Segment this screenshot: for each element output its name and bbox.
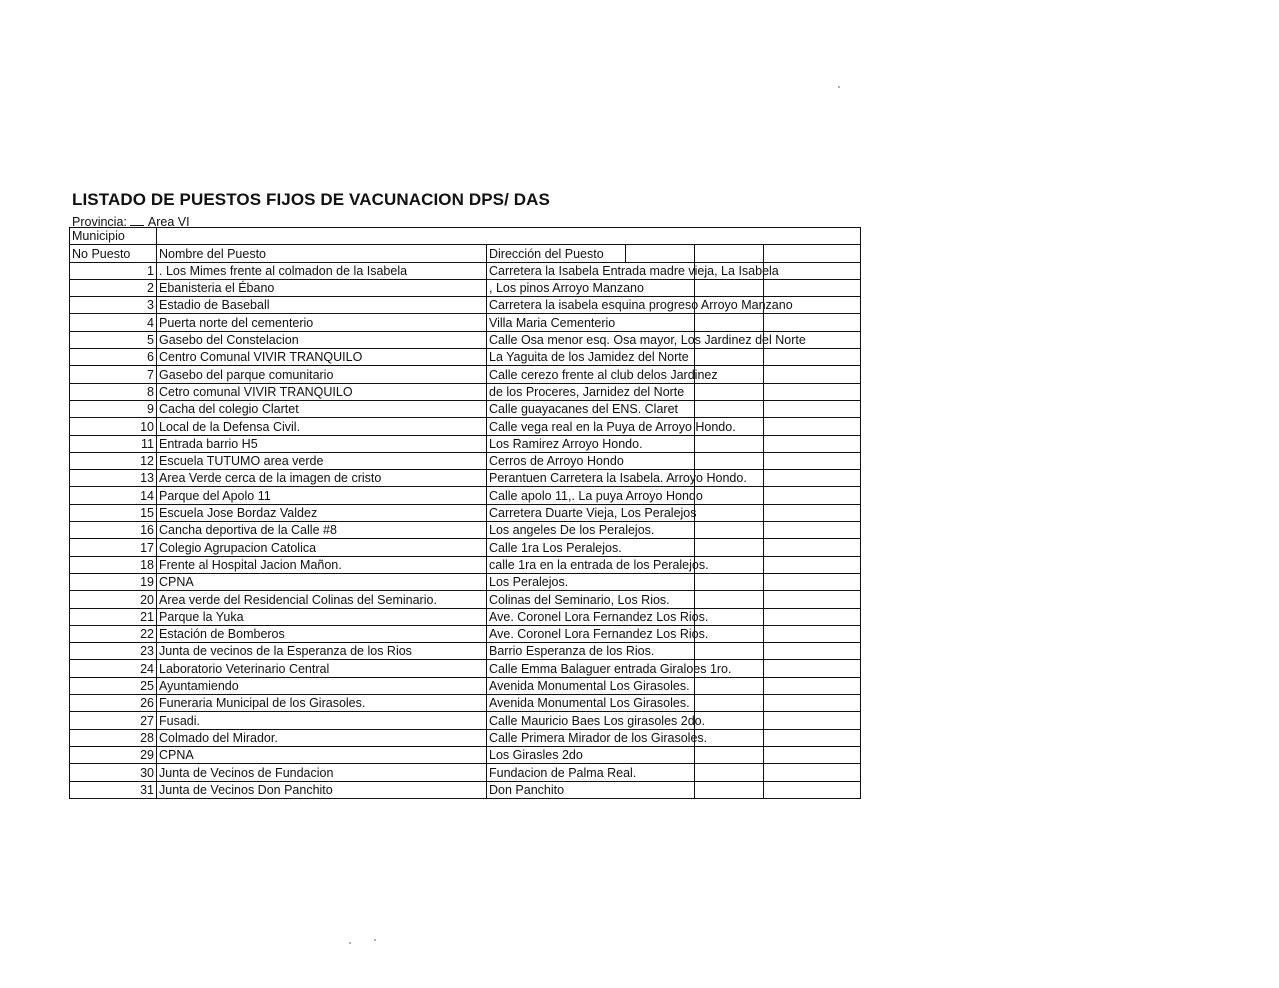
row-extra-cell [764, 643, 861, 660]
row-extra-cell [764, 349, 861, 366]
row-number: 3 [70, 297, 157, 314]
document-title: LISTADO DE PUESTOS FIJOS DE VACUNACION DPS/ DAS [72, 190, 550, 209]
row-number: 5 [70, 331, 157, 348]
row-site-name: Estación de Bomberos [157, 625, 487, 642]
row-site-name: CPNA [157, 746, 487, 763]
row-extra-cell [764, 279, 861, 296]
row-site-address: , Los pinos Arroyo Manzano [487, 279, 626, 296]
row-site-name: Parque del Apolo 11 [157, 487, 487, 504]
table-row [70, 608, 861, 625]
vaccination-sites-table [69, 227, 861, 799]
row-site-name: Laboratorio Veterinario Central [157, 660, 487, 677]
row-site-name: Ebanisteria el Ébano [157, 279, 487, 296]
row-site-address: Barrio Esperanza de los Rios. [487, 643, 626, 660]
row-site-address: Fundacion de Palma Real. [487, 764, 626, 781]
row-number: 28 [70, 729, 157, 746]
row-extra-cell [764, 435, 861, 452]
row-site-address: Los Girasles 2do [487, 746, 626, 763]
row-site-name: Junta de vecinos de la Esperanza de los Rios [157, 643, 487, 660]
table-row [70, 712, 861, 729]
row-number: 29 [70, 746, 157, 763]
row-extra-cell [764, 487, 861, 504]
table-row [70, 279, 861, 296]
row-number: 21 [70, 608, 157, 625]
row-extra-cell [764, 660, 861, 677]
row-extra-cell [764, 608, 861, 625]
row-extra-cell [764, 695, 861, 712]
header-row [70, 245, 861, 262]
row-number: 4 [70, 314, 157, 331]
row-site-name: Escuela TUTUMO area verde [157, 452, 487, 469]
row-site-name: Colegio Agrupacion Catolica [157, 539, 487, 556]
row-number: 24 [70, 660, 157, 677]
row-site-address: Carretera la isabela esquina progreso Arroyo Manzano [487, 297, 626, 314]
table-row [70, 262, 861, 279]
row-extra-cell [764, 539, 861, 556]
row-number: 7 [70, 366, 157, 383]
row-number: 30 [70, 764, 157, 781]
row-extra-cell [695, 677, 764, 694]
row-site-address: Don Panchito [487, 781, 626, 798]
row-number: 6 [70, 349, 157, 366]
row-number: 12 [70, 452, 157, 469]
row-extra-cell [764, 383, 861, 400]
municipio-label: Municipio [70, 228, 157, 245]
row-extra-cell [695, 573, 764, 590]
row-number: 11 [70, 435, 157, 452]
row-number: 14 [70, 487, 157, 504]
row-site-name: Junta de Vecinos Don Panchito [157, 781, 487, 798]
row-number: 8 [70, 383, 157, 400]
row-extra-cell [764, 625, 861, 642]
row-extra-cell [764, 452, 861, 469]
provincia-value: Area VI [147, 215, 190, 229]
row-number: 17 [70, 539, 157, 556]
row-extra-cell [764, 729, 861, 746]
row-site-address: Los Peralejos. [487, 573, 626, 590]
row-extra-cell [695, 522, 764, 539]
row-site-address: Avenida Monumental Los Girasoles. [487, 677, 626, 694]
row-site-name: Cetro comunal VIVIR TRANQUILO [157, 383, 487, 400]
row-site-address: de los Proceres, Jarnidez del Norte [487, 383, 626, 400]
row-site-name: Puerta norte del cementerio [157, 314, 487, 331]
row-number: 15 [70, 504, 157, 521]
row-site-name: Cacha del colegio Clartet [157, 400, 487, 417]
table-row [70, 764, 861, 781]
table-row [70, 400, 861, 417]
scan-speck [349, 942, 351, 944]
row-extra-cell [695, 764, 764, 781]
row-site-address: Ave. Coronel Lora Fernandez Los Rios. [487, 608, 626, 625]
municipio-value-cell [157, 228, 861, 245]
row-number: 23 [70, 643, 157, 660]
row-site-address: Calle vega real en la Puya de Arroyo Hondo. [487, 418, 626, 435]
row-site-address: Calle cerezo frente al club delos Jardinez [487, 366, 626, 383]
header-extra-cell [695, 245, 764, 262]
table-row [70, 452, 861, 469]
row-extra-cell [695, 539, 764, 556]
row-site-name: Escuela Jose Bordaz Valdez [157, 504, 487, 521]
row-number: 19 [70, 573, 157, 590]
row-extra-cell [695, 452, 764, 469]
municipio-row [70, 228, 861, 245]
row-extra-cell [695, 279, 764, 296]
row-site-address: Carretera Duarte Vieja, Los Peralejos [487, 504, 626, 521]
provincia-label: Provincia: [72, 215, 127, 229]
table-row [70, 539, 861, 556]
table-row [70, 331, 861, 348]
row-number: 1 [70, 262, 157, 279]
row-site-address: Carretera la Isabela Entrada madre vieja, La Isabela [487, 262, 626, 279]
row-extra-cell [626, 314, 695, 331]
row-number: 31 [70, 781, 157, 798]
provincia-blank [130, 225, 144, 226]
row-extra-cell [764, 573, 861, 590]
row-extra-cell [695, 383, 764, 400]
row-number: 18 [70, 556, 157, 573]
row-site-address: Calle Osa menor esq. Osa mayor, Los Jardinez del Norte [487, 331, 626, 348]
row-extra-cell [626, 781, 695, 798]
table-row [70, 695, 861, 712]
table-row [70, 314, 861, 331]
header-nombre-puesto: Nombre del Puesto [157, 245, 487, 262]
row-site-address: Calle Primera Mirador de los Girasoles. [487, 729, 626, 746]
row-extra-cell [626, 746, 695, 763]
row-site-name: Fusadi. [157, 712, 487, 729]
row-number: 26 [70, 695, 157, 712]
row-site-name: Funeraria Municipal de los Girasoles. [157, 695, 487, 712]
table-row [70, 297, 861, 314]
row-number: 10 [70, 418, 157, 435]
row-site-name: Area verde del Residencial Colinas del Seminario. [157, 591, 487, 608]
row-extra-cell [764, 470, 861, 487]
row-extra-cell [764, 366, 861, 383]
table-row [70, 435, 861, 452]
row-extra-cell [764, 712, 861, 729]
row-extra-cell [764, 781, 861, 798]
row-site-address: Los Ramirez Arroyo Hondo. [487, 435, 626, 452]
row-extra-cell [695, 643, 764, 660]
table-row [70, 383, 861, 400]
row-number: 13 [70, 470, 157, 487]
row-number: 2 [70, 279, 157, 296]
table-row [70, 366, 861, 383]
header-extra-cell [764, 245, 861, 262]
row-site-name: CPNA [157, 573, 487, 590]
row-extra-cell [695, 314, 764, 331]
row-extra-cell [764, 314, 861, 331]
row-site-name: Gasebo del Constelacion [157, 331, 487, 348]
row-site-address: Cerros de Arroyo Hondo [487, 452, 626, 469]
row-site-name: Frente al Hospital Jacion Mañon. [157, 556, 487, 573]
row-site-name: Entrada barrio H5 [157, 435, 487, 452]
row-number: 9 [70, 400, 157, 417]
scan-speck [838, 86, 840, 88]
row-site-name: Centro Comunal VIVIR TRANQUILO [157, 349, 487, 366]
row-extra-cell [695, 504, 764, 521]
table-row [70, 625, 861, 642]
row-number: 27 [70, 712, 157, 729]
table-row [70, 781, 861, 798]
row-extra-cell [695, 349, 764, 366]
row-extra-cell [626, 452, 695, 469]
row-extra-cell [695, 781, 764, 798]
row-site-name: Local de la Defensa Civil. [157, 418, 487, 435]
row-site-name: Colmado del Mirador. [157, 729, 487, 746]
table-row [70, 643, 861, 660]
table-row [70, 729, 861, 746]
table-row [70, 470, 861, 487]
header-extra-cell [626, 245, 695, 262]
table-row [70, 677, 861, 694]
row-extra-cell [695, 746, 764, 763]
row-site-name: Parque la Yuka [157, 608, 487, 625]
row-extra-cell [764, 418, 861, 435]
row-site-name: Area Verde cerca de la imagen de cristo [157, 470, 487, 487]
row-extra-cell [764, 591, 861, 608]
row-extra-cell [764, 746, 861, 763]
row-site-address: Calle 1ra Los Peralejos. [487, 539, 626, 556]
header-no-puesto: No Puesto [70, 245, 157, 262]
row-site-address: Calle apolo 11,. La puya Arroyo Hondo [487, 487, 626, 504]
row-site-address: calle 1ra en la entrada de los Peralejos. [487, 556, 626, 573]
row-site-address: Perantuen Carretera la Isabela. Arroyo Hondo. [487, 470, 626, 487]
row-extra-cell [695, 591, 764, 608]
row-extra-cell [764, 556, 861, 573]
row-number: 22 [70, 625, 157, 642]
row-site-address: Los angeles De los Peralejos. [487, 522, 626, 539]
row-extra-cell [764, 764, 861, 781]
table-row [70, 349, 861, 366]
row-site-address: Avenida Monumental Los Girasoles. [487, 695, 626, 712]
row-site-address: Colinas del Seminario, Los Rios. [487, 591, 626, 608]
table-row [70, 573, 861, 590]
row-extra-cell [626, 573, 695, 590]
row-extra-cell [764, 400, 861, 417]
table-row [70, 660, 861, 677]
row-site-address: Calle Mauricio Baes Los girasoles 2do. [487, 712, 626, 729]
row-site-name: Junta de Vecinos de Fundacion [157, 764, 487, 781]
table-row [70, 591, 861, 608]
table-row [70, 504, 861, 521]
row-extra-cell [626, 539, 695, 556]
row-site-name: Ayuntamiendo [157, 677, 487, 694]
table-row [70, 418, 861, 435]
row-extra-cell [764, 504, 861, 521]
row-site-address: La Yaguita de los Jamidez del Norte [487, 349, 626, 366]
row-number: 16 [70, 522, 157, 539]
row-extra-cell [695, 400, 764, 417]
row-site-name: Gasebo del parque comunitario [157, 366, 487, 383]
row-number: 25 [70, 677, 157, 694]
row-site-address: Villa Maria Cementerio [487, 314, 626, 331]
row-extra-cell [695, 487, 764, 504]
row-extra-cell [764, 522, 861, 539]
header-direccion-puesto: Dirección del Puesto [487, 245, 626, 262]
row-site-address: Ave. Coronel Lora Fernandez Los Rios. [487, 625, 626, 642]
row-number: 20 [70, 591, 157, 608]
row-site-name: . Los Mimes frente al colmadon de la Isabela [157, 262, 487, 279]
table-row [70, 522, 861, 539]
table-row [70, 556, 861, 573]
row-extra-cell [695, 435, 764, 452]
row-site-address: Calle Emma Balaguer entrada Giraloes 1ro. [487, 660, 626, 677]
row-extra-cell [764, 677, 861, 694]
row-extra-cell [695, 695, 764, 712]
row-site-name: Estadio de Baseball [157, 297, 487, 314]
table-row [70, 487, 861, 504]
scan-speck [374, 939, 376, 941]
row-site-address: Calle guayacanes del ENS. Claret [487, 400, 626, 417]
table-row [70, 746, 861, 763]
row-site-name: Cancha deportiva de la Calle #8 [157, 522, 487, 539]
